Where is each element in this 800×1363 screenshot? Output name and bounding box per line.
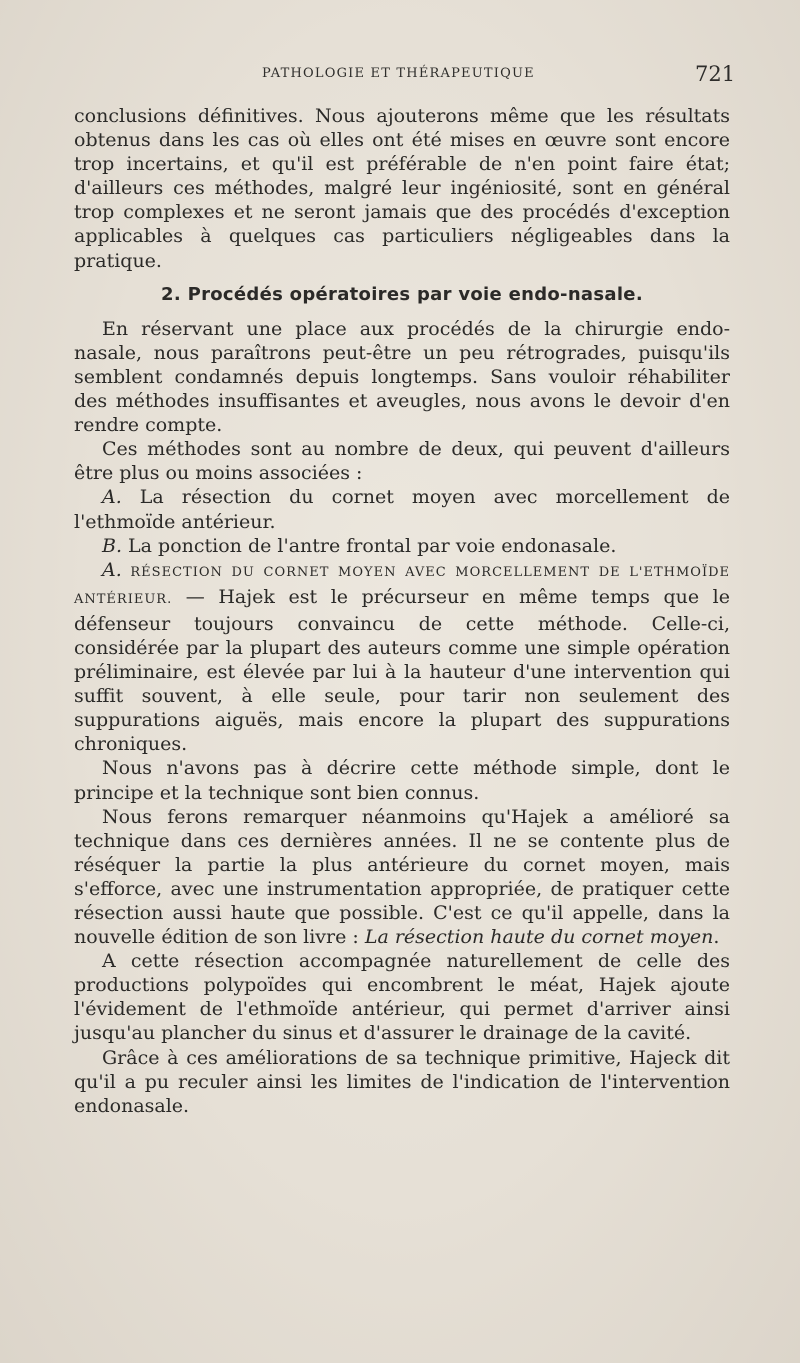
book-title-italic: La résection haute du cornet moyen: [364, 926, 714, 949]
paragraph-improved-technique: [74, 805, 730, 950]
list-item-a-letter: A.: [102, 486, 122, 509]
paragraph-improved-technique-end: .: [713, 926, 720, 949]
page-number: 721: [695, 62, 736, 86]
paragraph-intro-endonasal: En réservant une place aux procédés de la chirurgie endo-nasale, nous paraîtrons peut-être un peu rétrogrades, puisqu'ils semblent condamnés depuis longtemps. Sans vouloir réhabiliter des méthodes insuffisantes et aveugles, nous avons le devoir d'en rendre compte.: [74, 317, 730, 437]
list-item-b-letter: B.: [102, 534, 123, 557]
list-item-b: [74, 534, 730, 558]
list-item-b-text: La ponction de l'antre frontal par voie endonasale.: [122, 534, 617, 557]
paragraph-hajek-method: [74, 558, 730, 757]
paragraph-methods-count: Ces méthodes sont au nombre de deux, qui peuvent d'ailleurs être plus ou moins associées :: [74, 438, 730, 485]
page-header: [0, 62, 800, 92]
paragraph-conclusions: conclusions définitives. Nous ajouterons même que les résultats obtenus dans les cas où elles ont été mises en œuvre sont encore trop incertains, et qu'il est préférable de n'en point faire état; d'ailleurs ces méthodes, malgré leur ingéniosité, sont en général trop complexes et ne seront jamais que des procédés d'exception applicables à quelques cas particuliers négligeables dans la pratique.: [74, 105, 730, 272]
paragraph-indication-limits: Grâce à ces améliorations de sa technique primitive, Hajeck dit qu'il a pu reculer ainsi les limites de l'indication de l'intervention endonasale.: [74, 1046, 730, 1117]
subsection-text: — Hajek est le précurseur en même temps que le défenseur toujours convaincu de cette méthode. Celle-ci, considérée par la plupart des auteurs comme une simple opération préliminaire, est élevée par lui à la hauteur d'une intervention qui suffit souvent, à elle seule, pour tarir non seulement des suppurations aiguës, mais encore la plupart des suppurations chroniques.: [74, 585, 730, 756]
paragraph-simple-method: Nous n'avons pas à décrire cette méthode simple, dont le principe et la technique sont bien connus.: [74, 757, 730, 804]
section-title: 2. Procédés opératoires par voie endo-nasale.: [161, 283, 643, 305]
paragraph-ethmoid-clearing: A cette résection accompagnée naturellement de celle des productions polypoïdes qui encombrent le méat, Hajek ajoute l'évidement de l'ethmoïde antérieur, qui permet d'arriver ainsi jusqu'au plancher du sinus et d'assurer le drainage de la cavité.: [74, 950, 730, 1045]
running-title: PATHOLOGIE ET THÉRAPEUTIQUE: [262, 66, 535, 81]
list-item-a: [74, 485, 730, 533]
paragraph-improved-technique-text: Nous ferons remarquer néanmoins qu'Hajek a amélioré sa technique dans ces dernières années. Il ne se contente plus de réséquer la partie la plus antérieure du cornet moyen, mais s'efforce, avec une instrumentation appropriée, de pratiquer cette résection aussi haute que possible. C'est ce qu'il appelle, dans la nouvelle édition de son livre :: [74, 805, 730, 949]
subsection-letter: A.: [102, 558, 122, 581]
subsection-heading: RÉSECTION DU CORNET MOYEN AVEC MORCELLEMENT DE L'ETHMOÏDE ANTÉRIEUR.: [74, 564, 730, 607]
list-item-a-text: La résection du cornet moyen avec morcellement de l'ethmoïde antérieur.: [74, 486, 730, 533]
page-body: [74, 104, 730, 1118]
